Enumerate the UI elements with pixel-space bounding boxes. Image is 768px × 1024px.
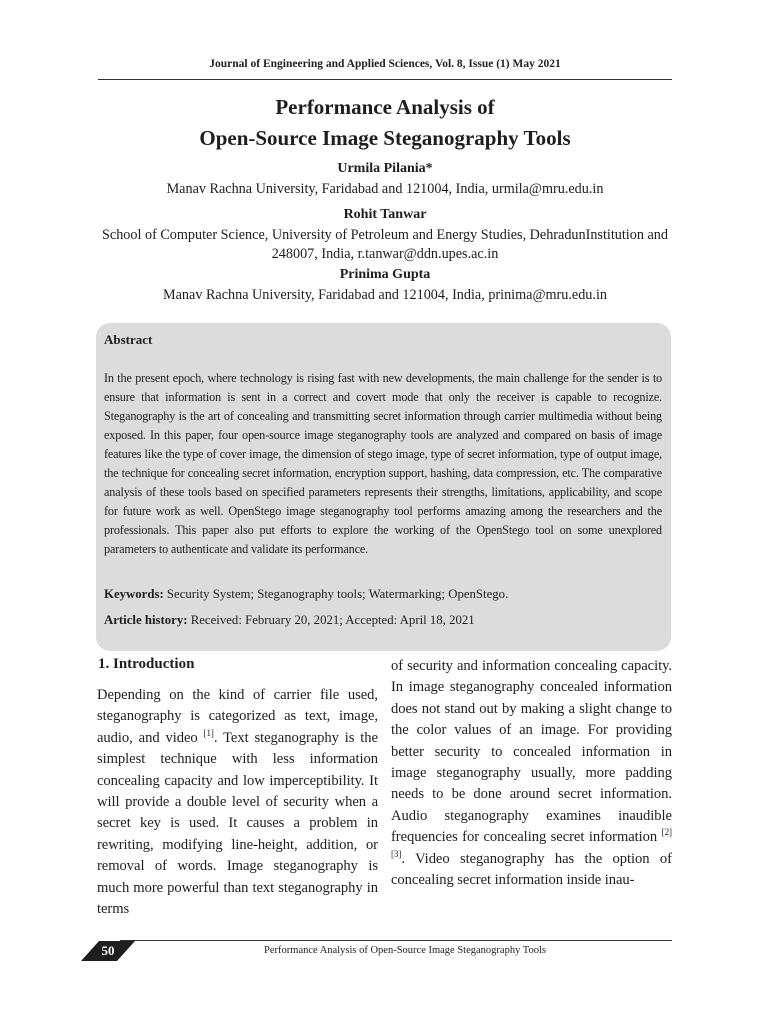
- author-name: Prinima Gupta: [339, 267, 431, 282]
- section-heading: 1. Introduction: [98, 656, 195, 672]
- body-column-left: [97, 685, 378, 920]
- paragraph-text: of security and information concealing capacity. In image steganography concealed information does not stand out by making a slight change to the color values of an image. For providing better security to concealed information in image steganography usually, more padding needs to be done around secret information. Audio steganography examines inaudible frequencies for concealing secret information: [391, 658, 672, 846]
- author-affiliation: Manav Rachna University, Faridabad and 121004, India, prinima@mru.edu.in: [163, 287, 607, 303]
- abstract-text: In the present epoch, where technology is rising fast with new developments, the main challenge for the sender is to ensure that information is sent in a correct and covert mode that only the receiver is capable to recognize. Steganography is the art of concealing and transmitting secret information through carrier multimedia without being exposed. In this paper, four open-source image steganography tools are analyzed and compared on basis of image features like the type of cover image, the dimension of stego image, type of secret information, type of output image, the technique for concealing secret information, encryption support, hashing, data compression, etc. The comparative analysis of these tools based on specified parameters represents their strengths, limitations, applicability, and scope for future work as well. OpenStego image steganography tool performs amazing among the researchers and the professionals. This paper also put efforts to explore the working of the OpenStego tool on some unexplored parameters to authenticate and validate its performance.: [104, 371, 662, 556]
- keywords-value: Security System; Steganography tools; Watermarking; OpenStego.: [166, 587, 509, 601]
- journal-header: Journal of Engineering and Applied Sciences, Vol. 8, Issue (1) May 2021: [209, 58, 561, 70]
- keywords-label: Keywords:: [104, 587, 164, 601]
- author-list: [98, 158, 672, 310]
- article-history-label: Article history:: [104, 613, 188, 627]
- citation-ref[interactable]: [1]: [203, 727, 214, 738]
- citation-ref[interactable]: [2]: [661, 827, 672, 838]
- paragraph-text: . Text steganography is the simplest technique with less information concealing capacity and low imperceptibility. It will provide a double level of security when a secret key is used. It causes a problem in rewriting, modifying line-height, addition, or removal of words. Image steganography is much more powerful than text steganography in terms: [97, 729, 378, 918]
- abstract-box: [96, 323, 671, 651]
- article-history: [104, 613, 664, 628]
- title-line-2: Open-Source Image Steganography Tools: [199, 126, 571, 150]
- article-history-value: Received: February 20, 2021; Accepted: April 18, 2021: [190, 613, 475, 627]
- citation-ref[interactable]: [3]: [391, 848, 402, 859]
- keywords: [104, 587, 664, 602]
- body-column-right: [391, 656, 672, 891]
- author-name: Rohit Tanwar: [343, 207, 427, 222]
- running-title: Performance Analysis of Open-Source Image Steganography Tools: [264, 945, 546, 956]
- abstract-heading: Abstract: [104, 332, 153, 347]
- paper-title: [98, 92, 672, 154]
- title-line-1: Performance Analysis of: [275, 95, 495, 119]
- paragraph-text: . Video steganography has the option of concealing secret information inside inau-: [391, 850, 672, 889]
- author-affiliation: Manav Rachna University, Faridabad and 121004, India, urmila@mru.edu.in: [166, 181, 604, 197]
- author-name: Urmila Pilania*: [337, 161, 433, 176]
- header-divider: [98, 79, 672, 80]
- footer-divider: [120, 940, 672, 941]
- paragraph-text: Depending on the kind of carrier file used, steganography is categorized as text, image, audio, and video: [97, 687, 378, 746]
- page-number: 50: [101, 943, 115, 958]
- author-affiliation: School of Computer Science, University of Petroleum and Energy Studies, DehradunInstitution and 248007, India, r.tanwar@ddn.upes.ac.in: [102, 227, 668, 262]
